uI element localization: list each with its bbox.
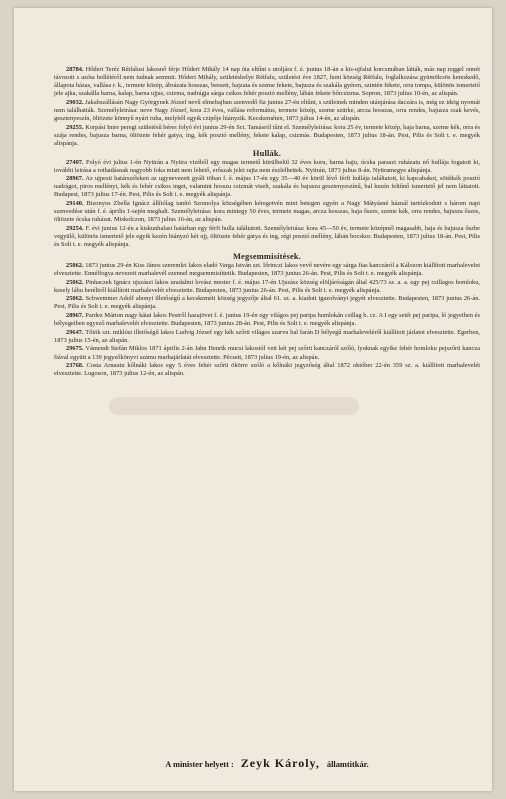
notice-entry <box>54 99 480 123</box>
entry-number: 25062. <box>66 295 84 303</box>
signature-line <box>54 754 480 772</box>
document-page <box>14 8 492 791</box>
entry-text: Folyó évi julius 1-én Nyitrán a Nyitra vizéből egy magas termetű körülbelül 32 éves koru, barna haju, ócska paraszt ruházatu nő hullája fogatott ki, további leirása a rothadásnak nagyobb foka miatt nem lehető, erőszak jelei rajta nem észlelhettek. Nyitrán, 1873 julius 8-án. Nyitramegye alispánja. <box>54 158 480 174</box>
entry-text: Costa Arnautu kőlnáki lakos egy 5 éves fehér szőrü ökörre szóló a kőlnáki jegyzőség által 1872 október 22-én 359 sz. a. kiállított marhalevelét elvesztette. Lugoson, 1873 julius 12-én, az alispán. <box>54 362 480 378</box>
entry-number: 27407. <box>66 158 84 166</box>
entry-text: Vámendi Stefán Miklos 1871 április 2-án Jahn Henrik mucsi lakostól vett két pej szőrü kanczáról szóló, lyuknak egyike fehér homloku pejszőrü kancza fiával együtt a 139 jegyzőkönyvi számu marhajárlatát elvesztette. Pécsett, 1873 julius 19-én, az alispán. <box>54 345 481 361</box>
notice-entry <box>54 66 480 98</box>
entry-number: 29255. <box>66 123 84 131</box>
notice-entry <box>54 345 480 361</box>
text-column <box>54 66 480 379</box>
entry-text: Schwemmer Adolf abonyi illetőségű a kecskeméti község jegyzője által 61. sz. a. kiadott igazolványi jegyét elvesztette. Budapesten, 1873 junius 26-án. Pest, Pilis és Solt t. e. megyék alispánja. <box>54 295 480 311</box>
entry-number: 28967. <box>66 312 84 320</box>
entry-number: 25062. <box>66 262 84 270</box>
annulments-section <box>54 262 480 378</box>
entry-number: 28784. <box>66 66 84 73</box>
heading-hullak: Hullák. <box>252 148 282 158</box>
notice-entry <box>54 124 480 148</box>
notice-entry <box>54 200 480 224</box>
entry-text: Tőtök szt. miklósi illetőségű lakos Ludvig József egy kék szőrü világos szarvu bal farán D bélyegű marhaleveléről kiállított járlatot elvesztette. Egerben, 1873 julius 15-én, az alispán. <box>54 328 481 344</box>
entry-number: 29140. <box>66 200 84 208</box>
notice-entry <box>54 312 480 328</box>
entry-text: Hőderi Teréz Rétfalusi lakosnő férje Hőderi Mihály 14 nap óta eltűnt s utoljára f. é. junius 18-án a kis-ujfalui korcsmában látták, más nap reggel onnét távozott s azóta hollétéről nem tudnak semmit. Hőderi Mihály, születéshelye Rétfalu, születési éve 1827, honi község Rétfalu, foglalkozása gyümölcsös kereskedő, állapota házas, vallása r. k., termete közép, ábrázata hosszas, beesett, hajzata és szeme fekete, bajusza és szakála gyéren, szintén fekete, orra tompa, különös ismertető jele ajka, szakálla barna, kalap, barna ujjas, csizma, nadrágja sárga csikos fehér posztó mellény, lábán fekete bőrcsizma. Sopron, 1873 julius 10-én, az alispán. <box>54 66 480 98</box>
notice-entry <box>54 262 480 278</box>
entry-text: Bizonyos Zbella Ignácz állítólag tanító Szomolya községében kéregetvén mint betegen egyén a Nagy Mátyásné háznál tartózkodott s három napi szenvedése után f. é. április 1-sején meghalt. Személyleirása: kora mintegy 50 éves, termete magas, arcza hosszas, haja őszes, szeme kék, orra rendes, bajusza őszes, öltözete ócska ruházat. Miskolczon, 1873 julius 16-án, az alispán. <box>54 200 480 224</box>
notice-entry <box>54 329 480 345</box>
signature-prefix: A minister helyett : <box>165 760 234 769</box>
notice-entry <box>54 159 480 175</box>
entry-number: 29647. <box>66 328 84 336</box>
entry-number: 29675. <box>66 345 84 353</box>
missing-persons-section <box>54 66 480 148</box>
entry-text: Pardez Márton nagy kátai lakos Pestről hazajövet f. é. junius 19-én egy világos pej paripa homlokán csillag b. cz. A I egy setét pej paripa, ló jegyeiben és bélyegeiben egyező marhalevelét elvesztette. Budapesten, 1873 junius 28-án. Pest, Pilis és Solt t. e. megyék alispánja. <box>54 312 480 328</box>
entry-text: F. évi junius 12-én a kiskunhalasi határban egy férfi hulla találtatott. Személyleirása: kora 45—50 év, termete középnél magasabb, haja és bajusza őszbe vegyülő, különös ismertető jele egyik kezén hiányzó két ujj, öltözete fehér gatya és ing, régi posztó mellény, lábán bocskor. Budapesten, 1873 julius 18-án. Pest, Pilis és Solt t. e. megyék alispánja. <box>54 224 480 248</box>
corpses-section <box>54 159 480 249</box>
entry-text: Pinhaczek Ignácz ujszászi lakos uradalmi lovász mester f. é. május 17-én Ujszász község elöljáróságán által 425/73 sz. a. a. egy pej csillagos homloku, kesely lábu heréltről kiállított marhalevelét elvesztette. Budapesten, 1873 junius 26-án. Pest, Pilis és Solt t. e. megyék alispánja. <box>54 278 480 294</box>
entry-number: 23768. <box>66 362 84 370</box>
entry-text: Az ujpesti határszéleken az ugynevezett gyáli töban f. é. május 17-én egy 35—40 év körül lévő férfi hullája találtatott, ki kapcabakot, sötétkék posztó nadrágot, piros mellényt, kék és fehér csikos inget, valamint hosszu csizmát viselt, szakála és bajusza gesztenyeszínű, bal kezén feltűnő ismertető jel nem láttatott. Budapest, 1873 julius 17-én. Pest, Pilis és Solt t. e. megyék alispánja. <box>54 175 480 199</box>
entry-text: 1873 junius 29-én Kiss János szeremlei lakos eladó Varga István szt. lőrinczi lakos vevő nevére egy sárga fias kanczáról a Kálozon kiállított marhalevelet elvesztette. Ennélfogva nevezett marhalevél ezennel megsemmisíttetik. Budapesten, 1873 junius 26-án. Pest, Pilis és Solt t. e. megyék alispánja. <box>54 262 480 278</box>
signature-name: Zeyk Károly, <box>240 756 320 770</box>
signature-title: államtitkár. <box>326 760 369 769</box>
notice-entry <box>54 225 480 249</box>
notice-entry <box>54 295 480 311</box>
entry-number: 25062. <box>66 278 84 286</box>
entry-text: Jakabszállásán Nagy Györgynek József nevű elmebajban szenvedő fia junius 27-én eltűnt, s szüleinek minden utánjárása daczára is, még ez ideig nyomát nem találhatták. Személyleirása: neve Nagy József, kora 23 éves, vallása református, termete közép, szeme szürke, arcza hosszas, orra rendes, bajusza csak kevés, gesztenyeszín, öltözete könnyű nyári ruha, melyből egyik czipője hiányzik. Kecskeméten, 1873 julius 14-én, az alispán. <box>54 98 480 122</box>
entry-number: 29032. <box>66 98 84 106</box>
paper-fold-stain <box>109 397 359 415</box>
notice-entry <box>54 362 480 378</box>
heading-megsemmisitesek: Megsemmisítések. <box>232 252 302 261</box>
entry-text: Korpási Imre peregi születésű béres folyó évi junius 29-én Sct. Tamásról tűnt el. Személyleírása: kora 25 év, termete közép, haja barna, szeme kék, orra és szája rendes, bajusza barna, öltözete fehér gatya, ing, kék posztó mellény, fekete kalap, csizmás. Budapesten, 1873 julius 18-án. Pest, Pilis és Solt t. e. megyék alispánja. <box>54 123 480 147</box>
entry-number: 28967. <box>66 175 84 183</box>
entry-number: 29254. <box>66 224 84 232</box>
notice-entry <box>54 175 480 199</box>
notice-entry <box>54 279 480 295</box>
